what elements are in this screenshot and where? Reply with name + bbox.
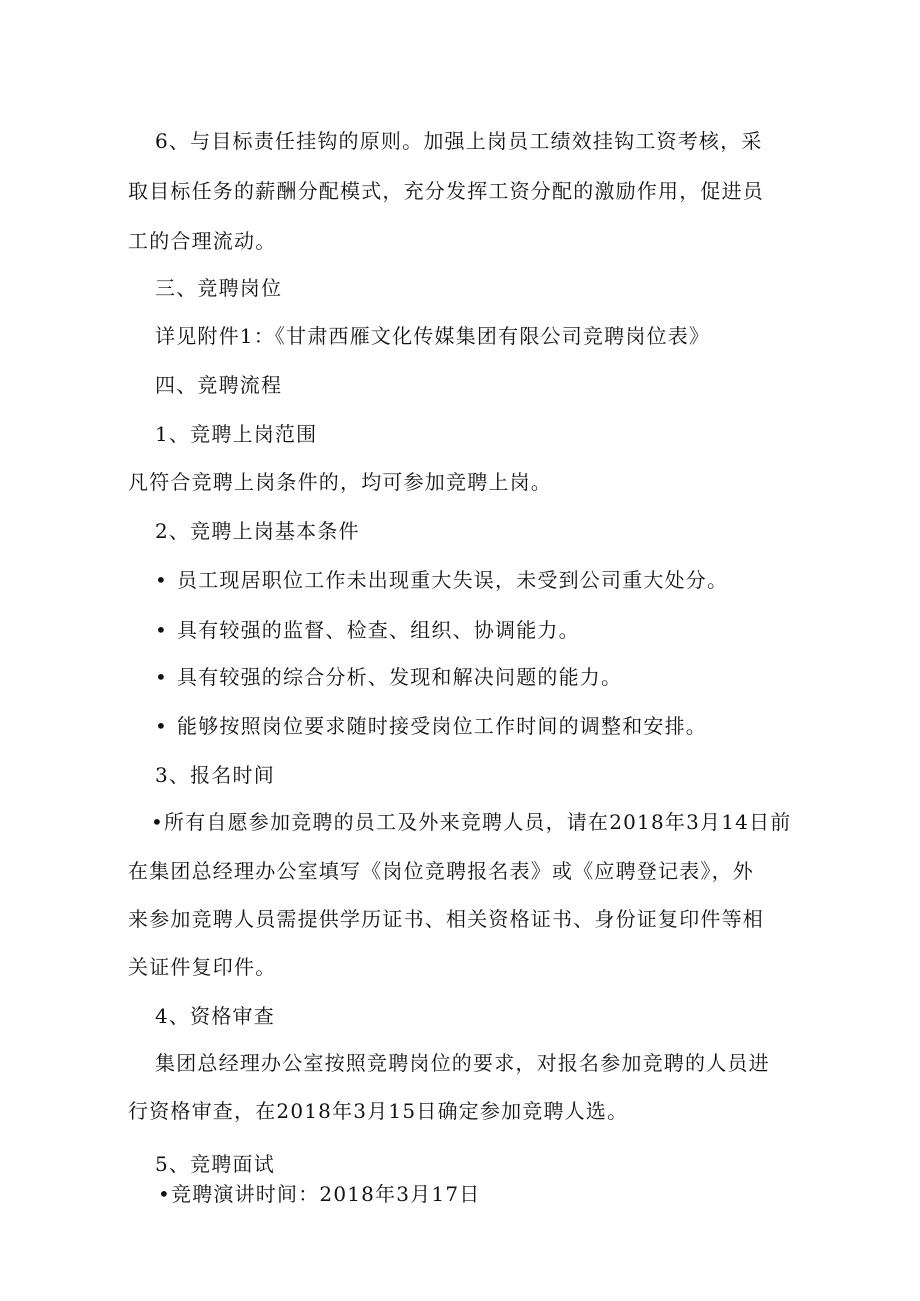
bullet-item [155, 617, 580, 643]
bullet-icon: • [155, 618, 168, 642]
section-3-heading: 三、竞聘岗位 [155, 276, 283, 300]
item-3-text-line-2: 在集团总经理办公室填写《岗位竞聘报名表》或《应聘登记表》，外 [128, 859, 754, 883]
section-3-text: 详见附件1：《甘肃西雁文化传媒集团有限公司竞聘岗位表》 [155, 324, 711, 348]
paragraph-6-line-3: 工的合理流动。 [128, 229, 277, 253]
item-4-text-line-2: 行资格审查，在2018年3月15日确定参加竞聘人选。 [128, 1099, 629, 1123]
bullet-icon: • [155, 568, 168, 592]
bullet-text: 能够按照岗位要求随时接受岗位工作时间的调整和安排。 [177, 714, 707, 738]
paragraph-6-line-1: 6、与目标责任挂钩的原则。加强上岗员工绩效挂钩工资考核，采 [155, 129, 763, 153]
item-5-heading: 5、竞聘面试 [155, 1152, 275, 1176]
section-4-heading: 四、竞聘流程 [155, 373, 283, 397]
item-3-text-line-3: 来参加竞聘人员需提供学历证书、相关资格证书、身份证复印件等相 [128, 907, 764, 931]
item-1-heading: 1、竞聘上岗范围 [155, 422, 318, 446]
bullet-text: 具有较强的综合分析、发现和解决问题的能力。 [177, 665, 623, 689]
bullet-icon: • [155, 665, 168, 689]
bullet-item [155, 567, 728, 593]
bullet-text: 员工现居职位工作未出现重大失误，未受到公司重大处分。 [177, 568, 729, 592]
bullet-item [155, 664, 622, 690]
item-1-text: 凡符合竞聘上岗条件的，均可参加竞聘上岗。 [128, 470, 552, 494]
item-3-heading: 3、报名时间 [155, 763, 275, 787]
item-5-text: •竞聘演讲时间：2018年3月17日 [158, 1182, 481, 1206]
item-4-text-line-1: 集团总经理办公室按照竞聘岗位的要求，对报名参加竞聘的人员进 [155, 1051, 770, 1075]
bullet-icon: • [155, 714, 168, 738]
item-4-heading: 4、资格审查 [155, 1004, 275, 1028]
bullet-text: 具有较强的监督、检查、组织、协调能力。 [177, 618, 580, 642]
bullet-item [155, 713, 707, 739]
item-2-heading: 2、竞聘上岗基本条件 [155, 519, 360, 543]
item-3-text-line-1: •所有自愿参加竞聘的员工及外来竞聘人员，请在2018年3月14日前 [151, 810, 792, 834]
paragraph-6-line-2: 取目标任务的薪酬分配模式，充分发挥工资分配的激励作用，促进员 [128, 179, 764, 203]
item-3-text-line-4: 关证件复印件。 [128, 955, 277, 979]
